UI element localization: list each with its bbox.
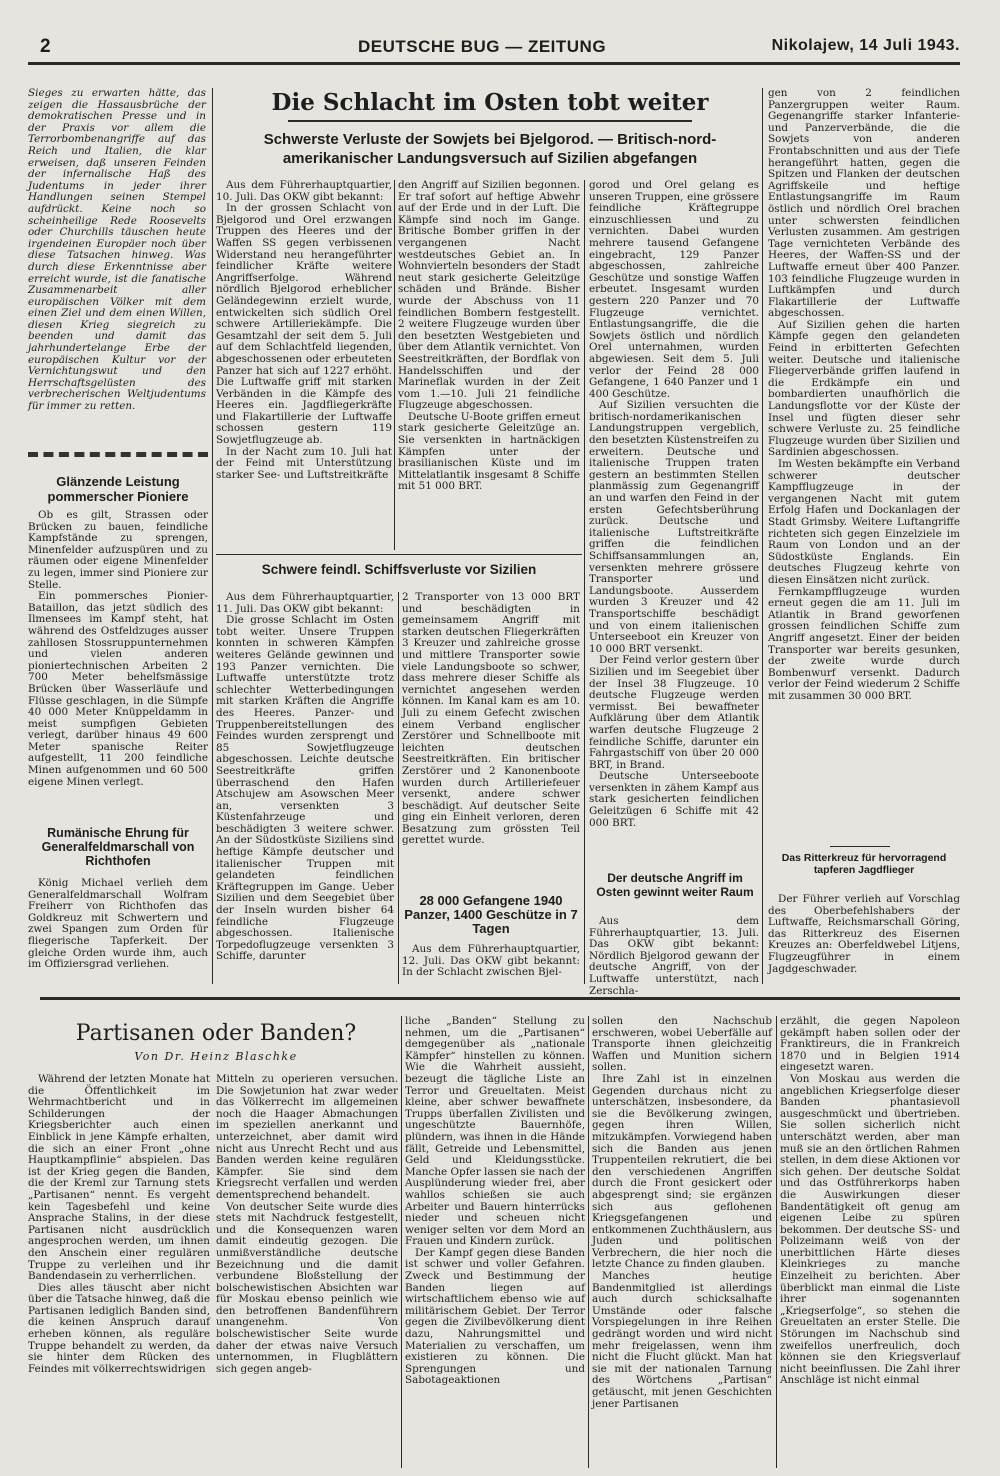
article-paragraph: Während der letzten Monate hat die Öffentlichkeit im Wehrmachtbericht und in Schilderungen der Kriegsberichter auch einen Einblick in jene Kämpfe erhalten, die sich an einer Front „ohne Hauptkampflinie“ abspielen. Das ist der Krieg gegen die Banden, die der Kreml zur Tarnung stets „Partisanen“ nennt. Es vergeht kein Tagesbefehl und keine Ansprache Stalins, in der diese Partisanen nicht ausdrücklich angesprochen werden, um ihnen den Anschein einer regulären Truppe zu verleihen und ihr Bandendasein zu verherrlichen. (28, 1073, 210, 1283)
article-paragraph: Manches heutige Bandenmitglied ist allerdings auch durch schicksalhafte Umstände oder falsche Vorspiegelungen in ihre Reihen gedrängt worden und wird nicht mehr freigelassen, wenn ihm nicht die Flucht glückt. Man hat sie mit der nationalen Tarnung des Wörtchens „Partisan“ getäuscht, mit jenen Geschichten jener Partisanen (592, 1270, 772, 1410)
gefangene-heading: 28 000 Gefangene 1940 Panzer, 1400 Geschütze in 7 Tagen (404, 893, 578, 936)
masthead (40, 36, 960, 58)
report-paragraph: 2 Transporter von 13 000 BRT und beschädigten in gemeinsamem Angriff mit starken deutschen Fliegerkräften 3 Kreuzer und zahlreiche grosse und mittlere Transporter sowie viele Landungsboote so schwer, dass mehrere dieser Schiffe als vernichtet angesehen werden können. Im Kanal kam es am 10. Juli zu einem Gefecht zwischen einem Verband englischer Zerstörer und Schnellboote mit leichten deutschen Seestreitkräften. Ein britischer Zerstörer und 2 Kanonenboote wurden durch Artilleriefeuer versenkt, andere schwer beschädigt. Auf deutscher Seite ging ein Einheit verloren, deren Besatzung zum grössten Teil gerettet wurde. (402, 591, 580, 847)
angriff-text: Aus dem Führerhauptquartier, 13. Juli. Das OKW gibt bekannt: Nördlich Bjelgorod gewann der deutsche Angriff, von der Luftwaffe unterstützt, nach Zerschla- (589, 915, 759, 997)
article-paragraph: Mitteln zu operieren versuchen. Die Sowjetunion hat zwar weder das Völkerrecht im allgemeinen noch die Haager Abmachungen im speziellen anerkannt und unterzeichnet, aber damit wird nicht aus Unrecht Recht und aus Banden werden keine regulären Kämpfer. Sie sind dem Kriegsrecht verfallen und werden dementsprechend behandelt. (216, 1073, 398, 1201)
page-number: 2 (40, 36, 51, 57)
pioniere-paragraph-2: Ein pommersches Pionier-Bataillon, das jetzt südlich des Ilmensees im Kampf steht, hat während des Ostfeldzuges ausser zahllosen Stossruppunternehmen und vielen anderen pioniertechnischen Arbeiten 2 700 Meter behelfsmässige Brücken über Wasserläufe und Flüsse geschlagen, in die Sümpfe 40 000 Meter Knüppeldamm in meist sumpfigen Gebieten verlegt, darüber hinaus 49 600 Meter spanische Reiter aufgestellt, 11 200 feindliche Minen aufgenommen und 60 500 eigene Minen verlegt. (28, 590, 208, 788)
partisanen-headline: Partisanen oder Banden? (75, 1021, 357, 1046)
masthead-rule (28, 62, 960, 65)
gefangene-column (402, 944, 580, 984)
pioniere-heading: Glänzende Leistung pommerscher Pioniere (47, 474, 189, 504)
partisanen-column-3 (405, 1016, 585, 1468)
partisanen-column-1 (28, 1074, 210, 1468)
ritterkreuz-column (768, 894, 960, 984)
main-subhead: Schwerste Verluste der Sowjets bei Bjelgorod. — Britisch-nord-amerikanischer Landungsversuch auf Sizilien abgefangen (263, 131, 717, 167)
report-paragraph: Die grosse Schlacht im Osten tobt weiter. Unsere Truppen konnten in schweren Kämpfen weiteres Gelände gewinnen und 193 Panzer vernichten. Die Luftwaffe unterstützte trotz schlechter Wetterbedingungen mit starken Kräften die Angriffe des Heeres. Panzer- und Truppenbereitstellungen des Feindes wurden zersprengt und 85 Sowjetflugzeuge abgeschossen. Leichte deutsche Seestreitkräfte griffen überraschend den Hafen Atschujew am Asowschen Meer an, versenkten 3 Küstenfahrzeuge und beschädigten 3 weitere schwer. An der Südostküste Siziliens sind heftige Kämpfe deutscher und italienischer Truppen mit gelandeten feindlichen Kräftegruppen im Gange. Ueber Sizilien und dem Seegebiet über der Inseln wurden bisher 64 feindliche Flugzeuge abgeschossen. Italienische Torpedoflugzeuge versenkten 3 Schiffe, darunter (216, 614, 394, 963)
report-paragraph: Auf Sizilien gehen die harten Kämpfe gegen den gelandeten Feind in erbitterten Gefechten weiter. Deutsche und italienische Fliegerverbände griffen laufend in die Erdkämpfe ein und bombardierten unaufhörlich die Landungsflotte vor der Küste der Insel und fügten dieser sehr schwere Verluste zu. 25 feindliche Flugzeuge wurden über Sizilien und Sardinien abgeschossen. (768, 318, 960, 459)
report-paragraph: Fernkampfflugzeuge wurden erneut gegen die am 11. Juli im Atlantik in Brand geworfenen grossen feindlichen Schiffe zum Angriff angesetzt. Einer der beiden Transporter war bereits gesunken, der zweite wurde durch Bombenwurf versenkt. Dadurch verlor der Feind wiederum 2 Schiffe mit zusammen 30 000 BRT. (768, 585, 960, 702)
ehrung-text: König Michael verlieh dem Generalfeldmarschall Wolfram Freiherr von Richthofen das Goldkreuz mit Schwertern und zwei Spangen zum Orden für fliegerische Tapferkeit. Der gleiche Orden wurde ihm, auch im Offiziersgrad verliehen. (28, 877, 208, 971)
pioniere-paragraph-1: Ob es gilt, Strassen oder Brücken zu bauen, feindliche Kampfstände zu sprengen, Minenfelder aufzuspüren und zu räumen oder eigene Minenfelder zu legen, immer sind Pioniere zur Stelle. (28, 509, 208, 591)
main-column-3 (589, 180, 759, 860)
report-paragraph: Der Feind verlor gestern über Sizilien und im Seegebiet über der Insel 38 Flugzeuge. 10 deutsche Flugzeuge werden vermisst. Bei bewaffneter Aufklärung über dem Atlantik warfen deutsche Flugzeuge 2 feindliche Schiffe, darunter ein Fahrgastschiff von über 20 000 BRT, in Brand. (589, 654, 759, 771)
partisanen-column-4 (592, 1016, 772, 1468)
report-paragraph: gen von 2 feindlichen Panzergruppen weiter Raum. Gegenangriffe starker Infanterie- und Panzerverbände, die die Sowjets von anderen Frontabschnitten und aus der Tiefe herangeführt hatten, gegen die Spitzen und Flanken der deutschen Agriffskeile und heftige Entlastungsangriffe im Raum östlich und nördlich Orel brachen unter schwersten feindlichen Verlusten zusammen. Am gestrigen Tage vernichteten Verbände des Heeres, der Waffen-SS und der Luftwaffe erneut über 400 Panzer. 103 feindliche Flugzeuge wurden in Luftkämpfen und durch Flakartillerie der Luftwaffe abgeschossen. (768, 87, 960, 320)
angriff-heading: Der deutsche Angriff im Osten gewinnt weiter Raum (596, 871, 754, 899)
paper-name: DEUTSCHE BUG — ZEITUNG (358, 37, 607, 56)
section-divider (28, 452, 208, 457)
main-headline: Die Schlacht im Osten tobt weiter (271, 89, 709, 116)
pioniere-column (28, 510, 208, 812)
article-paragraph: Ihre Zahl ist in einzelnen Gegenden durchaus nicht zu unterschätzen, insbesondere, da sie die Bevölkerung zwingen, gegen ihren Willen, mitzukämpfen. Vorwiegend haben sich die Banden aus jenen Truppenteilen rekrutiert, die bei den verschiedenen Angriffen durch die Front gesickert oder abgesprengt sind; sie ergänzen sich aus geflohenen Kriegsgefangenen und entkommenen Zuchthäuslern, aus Juden und politischen Verbrechern, die hier noch die letzte Chance zu finden glauben. (592, 1072, 772, 1271)
intro-text: Sieges zu erwarten hätte, das zeigen die Hassausbrüche der demokratischen Presse und in der Praxis vor allem die Terrorbombenangriffe auf das Reich und Italien, die klar erweisen, daß unseren Feinden der infernalische Haß des Judentums in jeder ihrer Handlungen seinen Stempel aufdrückt. Keine noch so scheinheilige Rede Roosevelts oder Churchills täuschen heute irgendeinen Europäer noch über diese Tatsachen hinweg. Was durch diese Erkenntnisse aber erreicht wurde, ist die fanatische Zusammenarbeit aller europäischen Völker mit dem einen Ziel und dem einen Willen, diesen Krieg siegreich zu beenden und damit das jahrhundertelange Erbe der europäischen Kultur vor der Vernichtungswut und den Herrschaftsgelüsten des verbrecherischen Weltjudentums für immer zu retten. (28, 87, 206, 413)
schiffs-heading: Schwere feindl. Schiffsverluste vor Sizilien (261, 562, 537, 577)
headline-rule (288, 120, 692, 122)
article-paragraph: Von deutscher Seite wurde dies stets mit Nachdruck festgestellt, und die Konsequenzen waren damit eindeutig gezogen. Die unmißverständliche deutsche Bezeichnung und die damit verbundene Bloßstellung der bolschewistischen Absichten war für Moskau ebenso peinlich wie den betroffenen Bandenführern unangenehm. Von bolschewistischer Seite wurde daher der etwas naive Versuch unternommen, in Flugblättern sich gegen angeb- (216, 1200, 398, 1375)
ritterkreuz-text: Der Führer verlieh auf Vorschlag des Oberbefehlshabers der Luftwaffe, Reichsmarschall Göring, das Ritterkreuz des Eisernen Kreuzes an: Oberfeldwebel Litjens, Flugzeugführer in einem Jagdgeschwader. (768, 893, 960, 975)
report-dateline: Aus dem Führerhauptquartier, 10. Juli. Das OKW gibt bekannt: (216, 179, 392, 203)
partisanen-column-5 (780, 1016, 960, 1468)
angriff-column (589, 915, 759, 997)
report-paragraph: Deutsche Unterseeboote versenkten in zähem Kampf aus stark gesicherten feindlichen Geleitzügen 6 Schiffe mit 42 000 BRT. (589, 770, 759, 829)
main-column-2 (398, 180, 580, 550)
column-rule (212, 88, 213, 984)
report-paragraph: gorod und Orel gelang es unseren Truppen, eine grössere feindliche Kräftegruppe einzuschliessen und zu vernichten. Dabei wurden mehrere tausend Gefangene eingebracht, 129 Panzer abgeschossen, zahlreiche Geschütze und sonstige Waffen erbeutet. Insgesamt wurden gestern 220 Panzer und 70 Flugzeuge vernichtet. Entlastungsangriffe, die die Sowjets östlich und nördlich Orel unternahmen, wurden abgewiesen. Seit dem 5. Juli verlor der Feind 28 000 Gefangene, 1 640 Panzer und 1 400 Geschütze. (589, 179, 759, 400)
column-rule (394, 180, 395, 550)
column-rule (762, 88, 763, 984)
article-paragraph: sollen den Nachschub erschweren, wobei Ueberfälle auf Transporte ihnen gleichzeitig Waffen und Munition sichern sollen. (592, 1015, 772, 1074)
ehrung-column (28, 878, 208, 982)
article-paragraph: Von Moskau aus werden die angeblichen Kriegserfolge dieser Banden phantasievoll ausgeschmückt und übertrieben. Sie sollen sicherlich nicht unterschätzt werden, aber man muß sie an den örtlichen Rahmen stellen, in dem diese Aktionen vor sich gehen. Der deutsche Soldat und das Ostführerkorps haben die Auswirkungen dieser Bandentätigkeit oft genug am eigenen Leibe zu spüren bekommen. Der deutsche SS- und Polizeimann weiß von der unerbittlichen Härte dieses Kleinkrieges zu manche Einzelheit zu berichten. Aber überblickt man einmal die Liste ihrer sogenannten „Kriegserfolge“, so stehen die Greueltaten an erster Stelle. Die Störungen im Nachschub sind zweifellos unerfreulich, doch können sie den Kriegsverlauf nicht beeinflussen. Die Zahl ihrer Anschläge ist nicht einmal (780, 1072, 960, 1387)
report-paragraph: Im Westen bekämpfte ein Verband schwerer deutscher Kampfflugzeuge in der vergangenen Nacht mit gutem Erfolg Hafen und Dockanlagen der Stadt Grimsby. Weitere Luftangriffe richteten sich gegen Einzelziele im Raum von London und an der Südostküste Englands. Ein deutsches Flugzeug kehrte von diesen Einsätzen nicht zurück. (768, 458, 960, 586)
article-paragraph: Der Kampf gegen diese Banden ist schwer und voller Gefahren. Zweck und Bestimmung der Banden liegen auf wirtschaftlichem ebenso wie auf militärischem Gebiet. Der Terror gegen die Zivilbevölkerung dient dazu, Nahrungsmittel und Materialien zu verschaffen, um existieren zu können. Die Sprengungen und Sabotageaktionen (405, 1246, 585, 1387)
report-paragraph: den Angriff auf Sizilien begonnen. Er traf sofort auf heftige Abwehr auf der Erde und in der Luft. Die Kämpfe sind noch im Gange. Britische Bomber griffen in der vergangenen Nacht westdeutsches Gebiet an. In Wohnvierteln besonders der Stadt neut stark gesicherte Geleitzüge schäden und Brände. Bisher wurde der Abschuss von 11 feindlichen Bombern festgestellt. 2 weitere Flugzeuge wurden über den besetzten Westgebieten und über dem Atlantik vernichtet. Von Seestreitkräften, der Bordflak von Handelsschiffen und der Marineflak wurden in der Zeit vom 1.—10. Juli 21 feindliche Flugzeuge abgeschossen. (398, 179, 580, 412)
column-rule (401, 1016, 402, 1468)
article-paragraph: erzählt, die gegen Napoleon gekämpft haben sollen oder der Franktireurs, die in Frankreich 1870 und in Belgien 1914 eingesetzt waren. (780, 1015, 960, 1074)
section-divider (40, 997, 960, 1000)
gefangene-text: Aus dem Führerhauptquartier, 12. Juli. Das OKW gibt bekannt: In der Schlacht zwischen Bjel- (402, 943, 580, 979)
section-rule (216, 554, 582, 555)
main-column-1 (216, 180, 392, 550)
schiffs-column-2 (402, 592, 580, 882)
partisanen-author: Von Dr. Heinz Blaschke (134, 1050, 298, 1063)
ritterkreuz-heading: Das Ritterkreuz für hervorragend tapferen Jagdflieger (781, 852, 947, 876)
article-paragraph: liche „Banden“ Stellung zu nehmen, um die „Partisanen“ demgegenüber als „nationale Kämpfer“ hinstellen zu können. Wie die Wahrheit aussieht, bezeugt die tägliche Liste an Terror und Greueltaten. Meist kleine, aber schwer bewaffnete Trupps überfallen Zivilisten und ungeschützte Bauernhöfe, plündern, was ihnen in die Hände fällt, Getreide und Lebensmittel, Geld und Kleidungsstücke. Manche Opfer lassen sie nach der Ausplünderung wieder frei, aber wahllos schießen sie auch Arbeiter und Bauern hinterrücks nieder und scheuen nicht weniger selten vor dem Mord an Frauen und Kindern zurück. (405, 1015, 585, 1248)
right-column (768, 88, 960, 840)
report-paragraph: In der Nacht zum 10. Juli hat der Feind mit Unterstützung starker See- und Luftstreitkräfte (216, 445, 392, 481)
report-paragraph: Deutsche U-Boote griffen erneut stark gesicherte Geleitzüge an. Sie versenkten in hartnäckigen Kämpfen unter der brasilianischen Küste und im Mittelatlantik insgesamt 8 Schiffe mit 51 000 BRT. (398, 410, 580, 493)
article-paragraph: Dies alles täuscht aber nicht über die Tatsache hinweg, daß die Partisanen lediglich Banden sind, die keinen Anspruch darauf erheben können, als reguläre Truppe behandelt zu werden, da sie hinter dem Rücken des Feindes mit völkerrechtswidrigen (28, 1281, 210, 1375)
column-rule (588, 1016, 589, 1468)
ehrung-heading: Rumänische Ehrung für Generalfeldmarschall von Richthofen (41, 826, 195, 868)
intro-column (28, 88, 206, 430)
partisanen-column-2 (216, 1074, 398, 1468)
schiffs-column-1 (216, 592, 394, 984)
column-rule (776, 1016, 777, 1468)
column-rule (584, 180, 585, 984)
short-rule (830, 846, 890, 847)
report-paragraph: In der grossen Schlacht von Bjelgorod und Orel erzwangen Truppen des Heeres und der Waffen SS gegen verbissenen Widerstand neu herangeführter feindlicher Kräfte weitere Angriffserfolge. Während nördlich Bjelgorod erheblicher Geländegewinn erzielt wurde, entwickelten sich südlich Orel schwere Artilleriekämpfe. Die Gesamtzahl der seit dem 5. Juli auf dem Schlachtfeld liegenden, abgeschossenen oder erbeuteten Panzer hat sich auf 1227 erhöht. Die Luftwaffe griff mit starken Verbänden in die Kämpfe des Heeres ein. Jagdfliegerkräfte und Flakartillerie der Luftwaffe schossen gestern 119 Sowjetflugzeuge ab. (216, 202, 392, 447)
report-dateline: Aus dem Führerhauptquartier, 11. Juli. Das OKW gibt bekannt: (216, 591, 394, 615)
date-line: Nikolajew, 14 Juli 1943. (771, 37, 960, 54)
column-rule (398, 592, 399, 984)
report-paragraph: Auf Sizilien versuchten die britisch-nordamerikanischen Landungstruppen vergeblich, den besetzten Küstenstreifen zu erweitern. Deutsche und italienische Truppen traten gestern an bestimmten Stellen planmässig zum Gegenangriff an und warfen den Feind in der ersten Gefechtsberührung zurück. Deutsche und italienische Luftstreitkräfte griffen die feindlichen Schiffsansammlungen an, versenkten mehrere grössere Transporter und Landungsboote. Ausserdem wurden 3 Kreuzer und 42 Transportschiffe beschädigt und von einem italienischen Unterseeboot ein Kreuzer von 10 000 BRT versenkt. (589, 399, 759, 655)
